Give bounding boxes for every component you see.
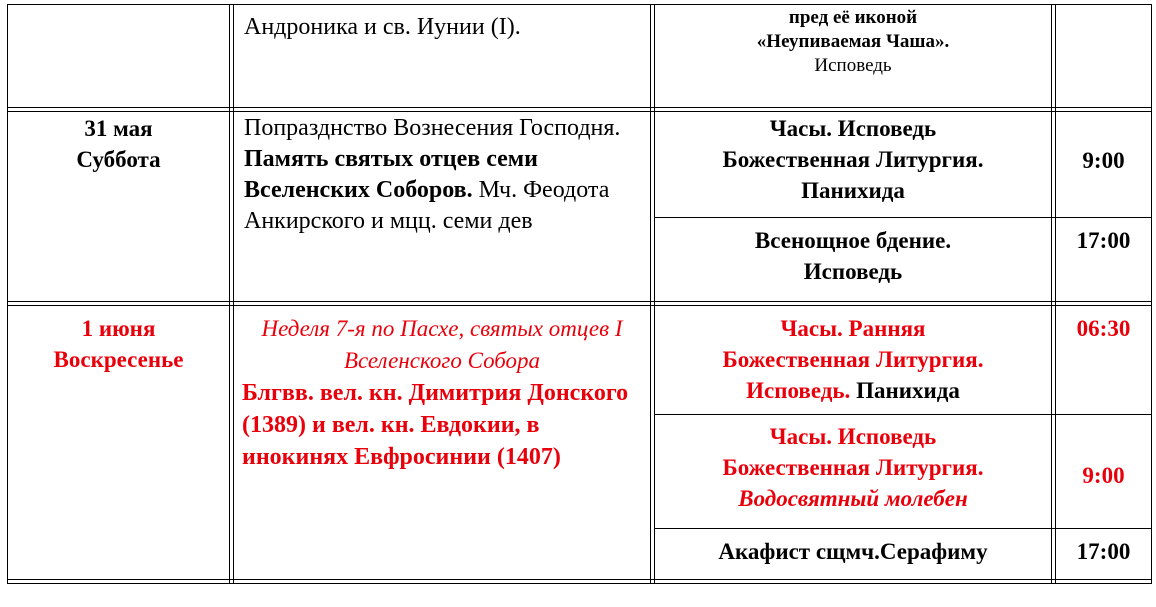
row-divider xyxy=(654,217,1152,218)
table-bottom-border xyxy=(7,579,1152,580)
row-divider xyxy=(7,111,1152,112)
date-label: 31 мая xyxy=(84,116,153,141)
row1-description: Попразднство Вознесения Господня. Память святых отцев семи Вселенских Соборов. Мч. Феодота Анкирского и мцц. семи дев xyxy=(244,115,621,234)
row2-service-3: Акафист сщмч.Серафиму xyxy=(718,539,988,564)
row-divider xyxy=(7,301,1152,302)
row0-service xyxy=(655,6,1051,106)
row1-time-2: 17:00 xyxy=(1076,228,1131,253)
table-right-border xyxy=(1151,4,1152,584)
row-divider xyxy=(654,528,1152,529)
row1-time-1: 9:00 xyxy=(1082,148,1125,173)
row2-time-3: 17:00 xyxy=(1076,539,1131,564)
row0-description: Андроника и св. Иунии (I). xyxy=(244,14,521,40)
weekday-label: Суббота xyxy=(76,147,161,172)
col-divider xyxy=(1055,4,1056,584)
row2-date-cell xyxy=(8,313,229,579)
row-divider xyxy=(654,414,1152,415)
row2-description: Неделя 7-я по Пасхе, святых отцев I Вселенского Собора Блгвв. вел. кн. Димитрия Донского (1389) и вел. кн. Евдокии, в инокинях Евфросинии (1407) xyxy=(242,316,629,470)
service-line: пред её иконой xyxy=(788,7,918,28)
weekday-label: Воскресенье xyxy=(53,347,184,372)
row2-service-1: Часы. Ранняя Божественная Литургия. Исповедь. Панихида xyxy=(722,316,984,403)
row2-time-2: 9:00 xyxy=(1082,463,1125,488)
col-divider xyxy=(650,4,651,584)
col-divider xyxy=(1051,4,1052,584)
row-divider xyxy=(7,305,1152,306)
row1-service-1: Часы. Исповедь Божественная Литургия. Панихида xyxy=(722,116,984,203)
service-line: Исповедь xyxy=(814,55,892,76)
table-bottom-border xyxy=(7,583,1152,584)
date-label: 1 июня xyxy=(81,316,156,341)
table-top-border xyxy=(7,4,1152,5)
row2-service-2: Часы. Исповедь Божественная Литургия. Водосвятный молебен xyxy=(722,424,984,511)
row1-date-cell xyxy=(8,113,229,301)
row1-service-2: Всенощное бдение. Исповедь xyxy=(754,228,952,284)
col-divider xyxy=(229,4,230,584)
row2-time-1: 06:30 xyxy=(1076,316,1131,341)
service-line: «Неупиваемая Чаша». xyxy=(756,31,950,52)
row-divider xyxy=(7,107,1152,108)
